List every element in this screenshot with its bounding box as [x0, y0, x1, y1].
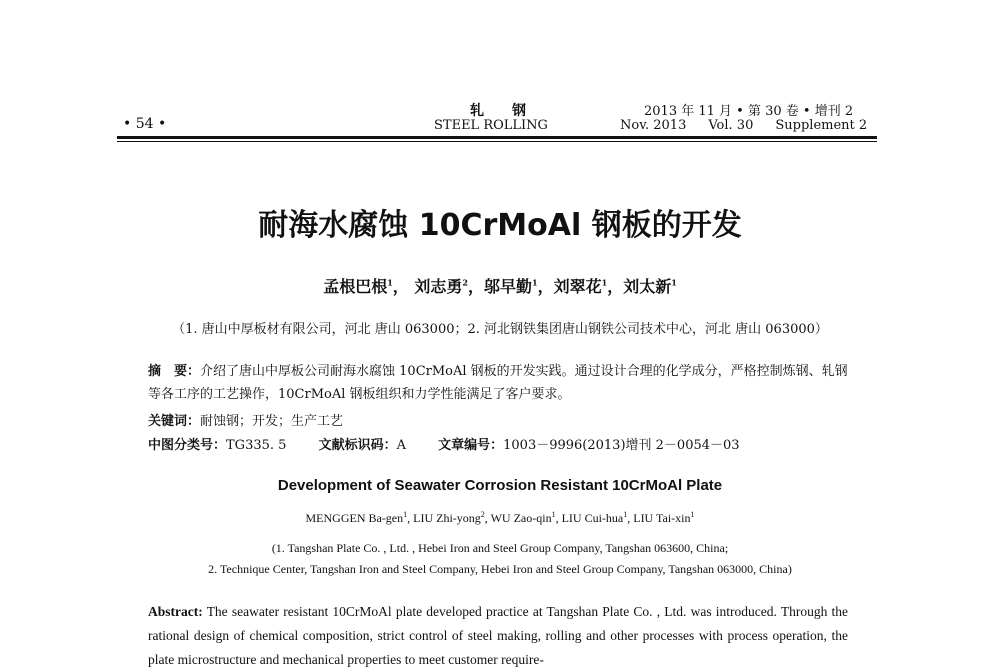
article-id-value: 1003－9996(2013)增刊 2－0054－03: [503, 438, 740, 453]
issue-info-en: [620, 118, 867, 133]
affiliation-cn: （1. 唐山中厚板材有限公司，河北 唐山 063000；2. 河北钢铁集团唐山钢铁公司技术中心，河北 唐山 063000）: [172, 322, 828, 337]
author-list-en: MENGGEN Ba-gen$^1$, LIU Zhi-yong$^2$, WU Zao-qin$^1$, LIU Cui-hua$^1$, LIU Tai-xin$^1$: [305, 510, 695, 525]
article-id-label: 文章编号：: [438, 438, 504, 453]
journal-title-cn-char: 轧: [470, 103, 490, 119]
issue-volume: Vol. 30: [708, 118, 754, 133]
author-name-en: LIU Tai-xin: [633, 511, 691, 525]
author-name-en: LIU Zhi-yong: [413, 511, 481, 525]
keywords-cn: [148, 410, 848, 433]
author-list-cn: 孟根巴根$^1$， 刘志勇$^2$，邬早勤$^1$，刘翠花$^1$，刘太新$^1$: [323, 277, 677, 296]
journal-title-en: STEEL ROLLING: [434, 118, 548, 133]
author-name: 刘翠花: [553, 277, 602, 296]
doc-code-label: 文献标识码：: [318, 438, 397, 453]
clc-value: TG335. 5: [226, 438, 287, 453]
classification-line: [148, 434, 848, 457]
abstract-en-text: The seawater resistant 10CrMoAl plate developed practice at Tangshan Plate Co. , Ltd. was introduced. Through the rational design of chemical composition, strict control of steel making, rolling and other processes with process operation, the plate microstructure and mechanical properties to meet customer require-: [148, 604, 848, 667]
abstract-en: [148, 600, 848, 672]
abstract-cn-label: 摘 要：: [148, 364, 201, 379]
page-number: • 54 •: [123, 116, 167, 132]
author-affil-mark: 1: [403, 510, 408, 519]
author-name-en: WU Zao-qin: [490, 511, 552, 525]
author-name: 刘志勇: [414, 277, 463, 296]
author-affil-mark: 1: [623, 510, 628, 519]
author-affil-mark: 2: [480, 510, 485, 519]
journal-title-cn-char: 钢: [512, 103, 532, 119]
abstract-cn: [148, 360, 848, 406]
author-name-en: MENGGEN Ba-gen: [305, 511, 404, 525]
author-affil-mark: 1: [601, 277, 608, 288]
author-name: 邬早勤: [483, 277, 532, 296]
author-affil-mark: 1: [671, 277, 677, 288]
author-name: 刘太新: [623, 277, 672, 296]
paper-title-cn: 耐海水腐蚀 10CrMoAl 钢板的开发: [258, 208, 742, 243]
affiliation-en-line-2: 2. Technique Center, Tangshan Iron and Steel Company, Hebei Iron and Steel Group Company, Tangshan 063000, China): [208, 562, 792, 576]
abstract-en-label: Abstract:: [148, 604, 203, 619]
author-affil-mark: 1: [690, 510, 695, 519]
journal-title-cn: [470, 100, 532, 120]
author-name-en: LIU Cui-hua: [561, 511, 624, 525]
author-affil-mark: 2: [462, 277, 468, 288]
author-name: 孟根巴根: [323, 277, 388, 296]
issue-info-cn: 2013 年 11 月 • 第 30 卷 • 增刊 2: [644, 104, 854, 119]
issue-supplement: Supplement 2: [775, 118, 868, 133]
clc-label: 中图分类号：: [148, 438, 227, 453]
issue-date: Nov. 2013: [620, 118, 687, 133]
paper-title-en: Development of Seawater Corrosion Resistant 10CrMoAl Plate: [277, 477, 723, 494]
header-rule-thin: [117, 141, 877, 142]
author-affil-mark: 1: [551, 510, 556, 519]
keywords-cn-text: 耐蚀钢；开发；生产工艺: [200, 414, 344, 429]
affiliation-en-line-1: (1. Tangshan Plate Co. , Ltd. , Hebei Iron and Steel Group Company, Tangshan 063600, China;: [271, 541, 729, 555]
doc-code-value: A: [396, 438, 406, 453]
author-affil-mark: 1: [387, 277, 393, 288]
author-affil-mark: 1: [532, 277, 538, 288]
header-rule-thick: [117, 136, 877, 139]
abstract-cn-text: 介绍了唐山中厚板公司耐海水腐蚀 10CrMoAl 钢板的开发实践。通过设计合理的化学成分，严格控制炼钢、轧钢等各工序的工艺操作，10CrMoAl 钢板组织和力学性能满足了客户要求。: [148, 364, 848, 402]
keywords-cn-label: 关键词：: [148, 414, 201, 429]
